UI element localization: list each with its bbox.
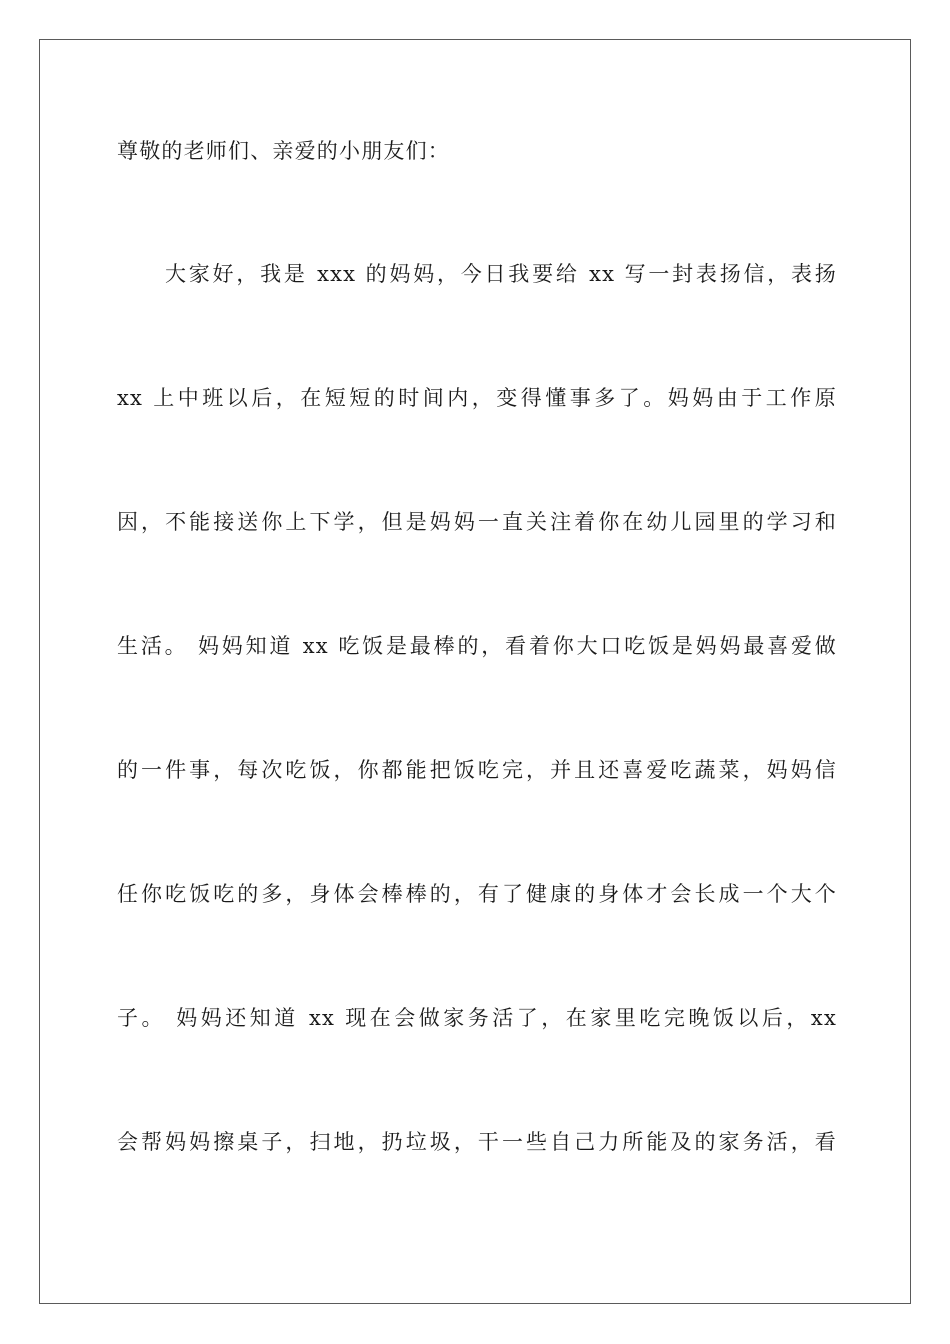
paragraph-line-3: 因，不能接送你上下学，但是妈妈一直关注着你在幼儿园里的学习和: [117, 510, 837, 534]
paragraph-line-4: 生活。 妈妈知道 xx 吃饭是最棒的，看着你大口吃饭是妈妈最喜爱做: [117, 634, 837, 658]
paragraph-line-5: 的一件事，每次吃饭，你都能把饭吃完，并且还喜爱吃蔬菜，妈妈信: [117, 758, 837, 782]
paragraph-line-1: 大家好，我是 xxx 的妈妈，今日我要给 xx 写一封表扬信，表扬: [165, 262, 837, 286]
paragraph-line-2: xx 上中班以后，在短短的时间内，变得懂事多了。妈妈由于工作原: [117, 386, 837, 410]
paragraph-line-7: 子。 妈妈还知道 xx 现在会做家务活了，在家里吃完晚饭以后，xx: [117, 1006, 837, 1030]
paragraph-line-6: 任你吃饭吃的多，身体会棒棒的，有了健康的身体才会长成一个大个: [117, 882, 837, 906]
salutation-line: 尊敬的老师们、亲爱的小朋友们：: [117, 139, 450, 163]
page-border: [39, 39, 911, 1304]
paragraph-line-8: 会帮妈妈擦桌子，扫地，扔垃圾，干一些自己力所能及的家务活，看: [117, 1130, 837, 1154]
